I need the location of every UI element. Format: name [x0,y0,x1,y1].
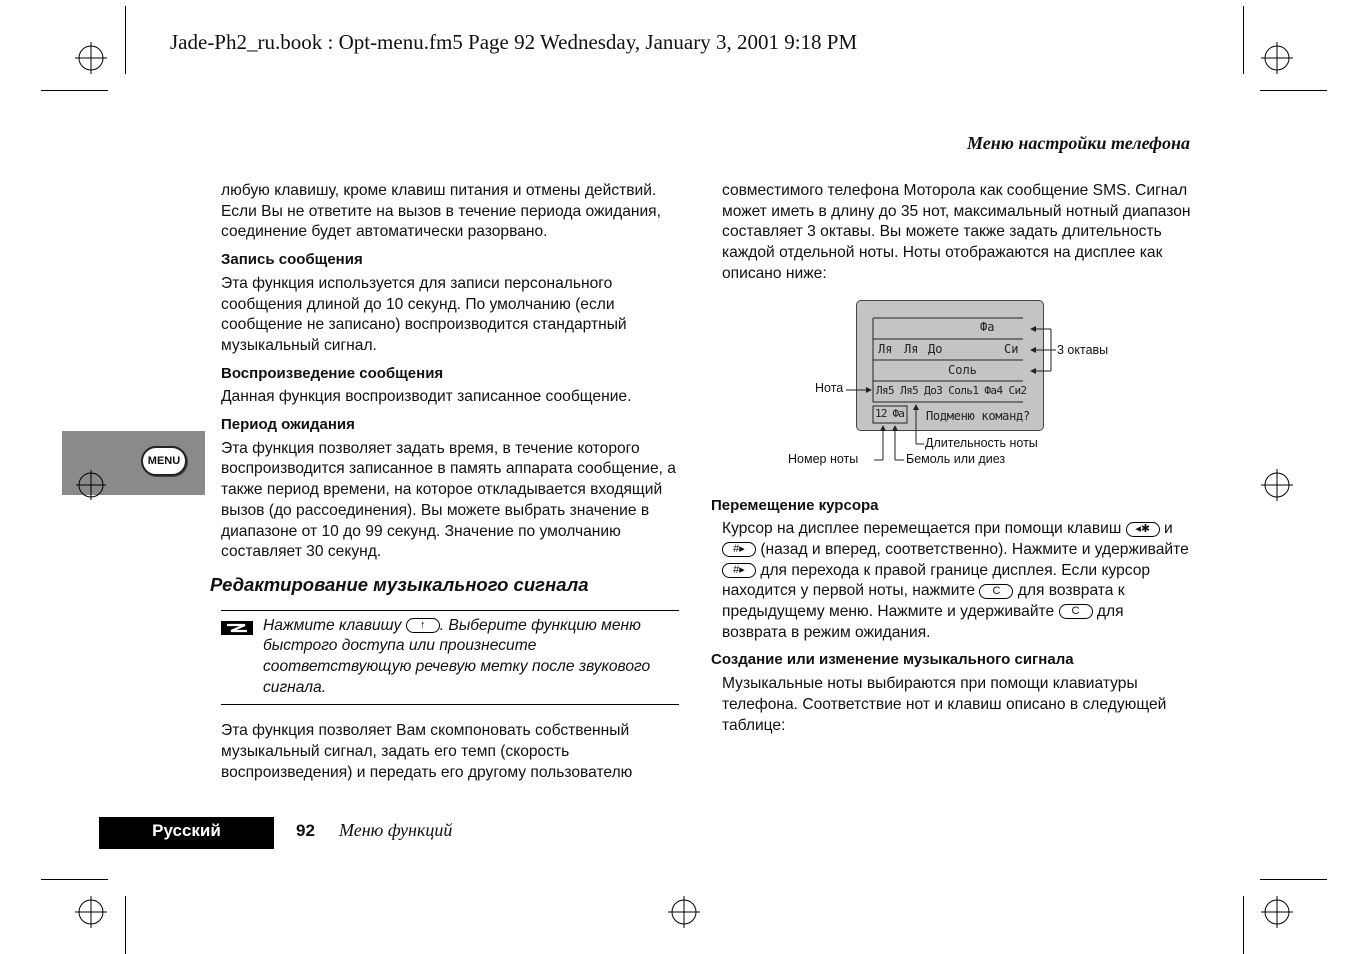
lcd-note: Ля [878,342,893,356]
left-column [210,181,691,784]
shortcut-icon [221,621,253,635]
lcd-note: До [928,342,943,356]
lcd-note-number: 12 Фа [875,407,905,420]
text: для возврата к предыдущему меню. Нажмите и удерживайте [722,582,1125,621]
subheading-cursor: Перемещение курсора [711,496,879,514]
text: Курсор на дисплее перемещается при помощи клавиш [722,520,1122,538]
hash-key-icon: #▸ [722,563,756,578]
note-text-b: . Выберите функцию меню быстрого доступа или произнесите соответствующую речевую метку после звукового сигнала. [263,616,651,696]
c-key-icon: C [979,584,1013,599]
lcd-note: Си [1004,342,1019,356]
section-title: Редактирование музыкального сигнала [210,573,589,595]
text: и [1164,520,1173,538]
registration-target-icon [1261,896,1293,928]
lcd-note: Ля [904,342,919,356]
running-head: Меню настройки телефона [967,133,1190,153]
registration-target-icon [76,470,106,500]
hash-key-icon: #▸ [722,542,756,557]
paragraph: Эта функция позволяет задать время, в течение которого воспроизводится записанное в память аппарата сообщение, а также период времени, на которое откладывается входящий вызов (до рассоединения). Вы можете выбрать значение в диапазоне от 10 до 99 секунд. Значение по умолчанию составляет 30 секунд. [221,439,676,561]
paragraph: Данная функция воспроизводит записанное сообщение. [221,388,632,406]
registration-target-icon [75,42,107,74]
label-octaves: 3 октавы [1057,343,1109,357]
page-number: 92 [296,821,315,840]
text: для возврата в режим ожидания. [722,603,1124,641]
lcd-row-fa: Фа [980,320,995,334]
registration-target-icon [1261,469,1293,501]
subheading-record: Запись сообщения [221,251,363,269]
note-text-a: Нажмите клавишу [263,616,402,634]
star-key-icon: ◂✱ [1126,522,1160,537]
c-key-icon: C [1059,604,1093,619]
paragraph: любую клавишу, кроме клавиш питания и отмены действий. Если Вы не ответите на вызов в течение периода ожидания, соединение будет автоматически разорвано. [221,182,661,241]
subheading-play: Воспроизведение сообщения [221,364,444,382]
paragraph: Эта функция позволяет Вам скомпоновать собственный музыкальный сигнал, задать его темп (скорость воспроизведения) и передать его другому пользователю [221,722,633,781]
label-flat-sharp: Бемоль или диез [906,452,1006,466]
subheading-wait: Период ожидания [221,416,355,434]
language-tab: Русский [99,817,274,849]
paragraph: Музыкальные ноты выбираются при помощи клавиатуры телефона. Соответствие нот и клавиш описано в следующей таблице: [722,675,1167,734]
subheading-create: Создание или изменение музыкального сигнала [711,651,1074,669]
lcd-prompt: Подменю команд? [926,409,1030,423]
label-note: Нота [815,381,844,395]
up-key-icon: ↑ [406,618,440,633]
print-header: Jade-Ph2_ru.book : Opt-menu.fm5 Page 92 Wednesday, January 3, 2001 9:18 PM [170,30,858,54]
registration-target-icon [1261,42,1293,74]
menu-key-icon: MENU [141,446,187,476]
lcd-row-notes: Ля5 Ля5 До3 Соль1 Фа4 Си2 [876,384,1027,397]
text: (назад и вперед, соответственно). Нажмите и удерживайте [760,540,1189,558]
footer-title: Меню функций [339,820,453,840]
registration-target-icon [668,896,700,928]
label-number: Номер ноты [788,452,859,466]
shortcut-note [221,610,679,706]
paragraph: Эта функция используется для записи персонального сообщения длиной до 10 секунд. По умолчанию (если сообщение не записано) воспроизводится стандартный музыкальный сигнал. [221,274,627,354]
text: для перехода к правой границе дисплея. Если курсор находится у первой ноты, нажмите [722,561,1151,600]
cursor-paragraph [722,519,1192,643]
label-duration: Длительность ноты [925,436,1038,450]
registration-target-icon [75,896,107,928]
lcd-row-sol: Соль [948,363,977,377]
paragraph: совместимого телефона Моторола как сообщение SMS. Сигнал может иметь в длину до 35 нот, максимальный нотный диапазон составляет 3 октавы. Вы можете также задать длительность каждой отдельной ноты. Ноты отображаются на дисплее как описано ниже: [722,182,1191,282]
